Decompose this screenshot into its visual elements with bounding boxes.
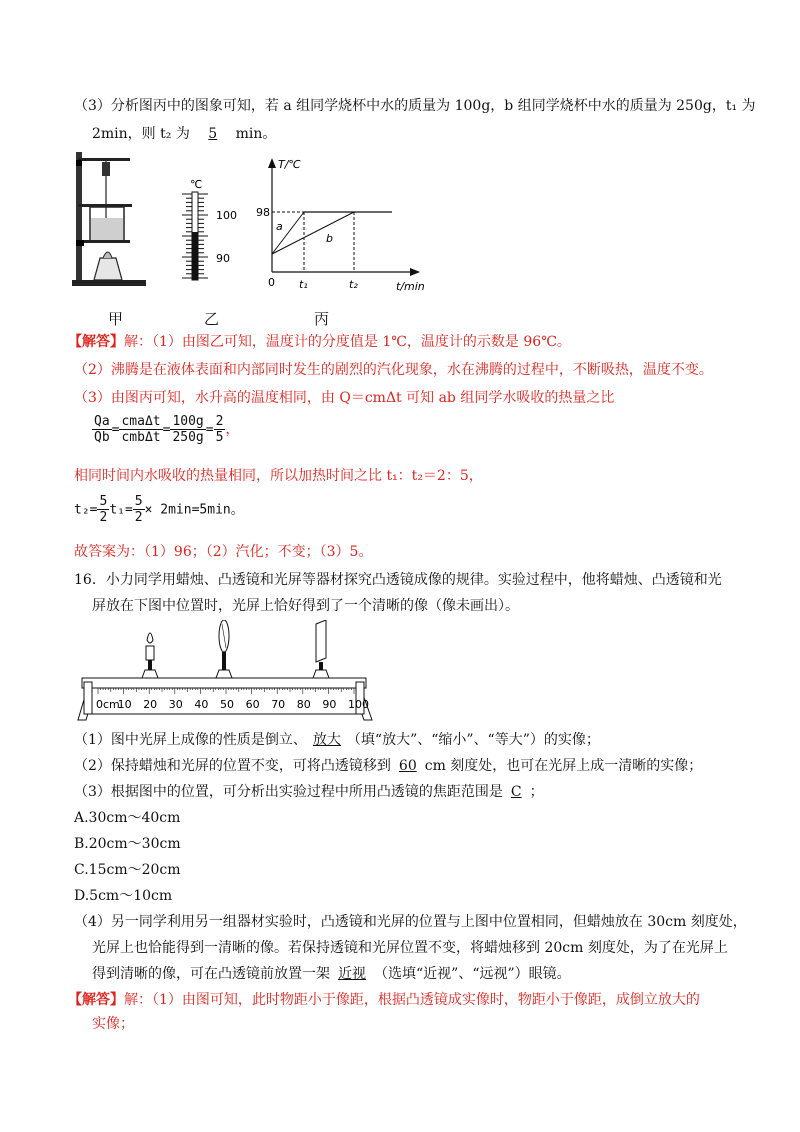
q15-part3-line1: （3）分析图丙中的图象可知，若 a 组同学烧杯中水的质量为 100g，b 组同学烧杯中水的质量为 250g，t₁ 为 xyxy=(74,98,756,114)
q15-solution-line3: （3）由图丙可知，水升高的温度相同，由 Q＝cmΔt 可知 ab 组同学水吸收的热量之比 xyxy=(74,390,615,406)
ruler-label: 30 xyxy=(168,698,183,711)
q16-option-b: B.20cm～30cm xyxy=(74,836,181,852)
q16-part2: （2）保持蜡烛和光屏的位置不变，可将凸透镜移到 60 cm 刻度处，也可在光屏上成一清晰的实像； xyxy=(74,758,703,774)
q15-equation-time: t₂= $\frac{5}{2}$ t₁= $\frac{5}{2}$ × 2min=5min。 xyxy=(74,494,244,525)
q16-option-d: D.5cm～10cm xyxy=(74,888,173,904)
q15-solution-line1: 【解答】解：（1）由图乙可知，温度计的分度值是 1℃，温度计的示数是 96℃。 xyxy=(68,334,571,350)
q16-part4-line3: 得到清晰的像，可在凸透镜前放置一架 近视 （选填“近视”、“远视”）眼镜。 xyxy=(92,966,571,982)
figure-jia-apparatus xyxy=(70,150,150,290)
graph-t1: t₁ xyxy=(299,278,308,291)
figure-label-yi: 乙 xyxy=(204,310,220,328)
q16-part3: （3）根据图中的位置，可分析出实验过程中所用凸透镜的焦距范围是 C ； xyxy=(74,784,544,800)
q15-final-answer: 故答案为：（1）96；（2）汽化；不变；（3）5。 xyxy=(74,544,373,560)
q16-solution-line1: 【解答】解：（1）由图可知，此时物距小于像距，根据凸透镜成实像时，物距小于像距，成倒立放大的 xyxy=(68,992,700,1008)
convex-lens xyxy=(216,620,232,678)
ruler-label: 0cm xyxy=(96,698,120,711)
q16-stem-line1: 16．小力同学用蜡烛、凸透镜和光屏等器材探究凸透镜成像的规律。实验过程中，他将蜡烛、凸透镜和光 xyxy=(74,572,722,588)
graph-line-a-label: a xyxy=(276,220,283,233)
q16-part4-line1: （4）另一同学利用另一组器材实验时，凸透镜和光屏的位置与上图中位置相同，但蜡烛放在 30cm 刻度处， xyxy=(74,914,747,930)
q15-part3-line2: 2min，则 t₂ 为 5 min。 xyxy=(92,126,277,142)
light-screen xyxy=(313,620,329,678)
q16-part4-line2: 光屏上也恰能得到一清晰的像。若保持透镜和光屏位置不变，将蜡烛移到 20cm 刻度处，为了在光屏上 xyxy=(92,940,728,956)
thermometer-tick-100: 100 xyxy=(216,209,237,222)
ruler-label: 40 xyxy=(194,698,209,711)
graph-origin: 0 xyxy=(268,276,275,289)
q16-part1: （1）图中光屏上成像的性质是倒立、 放大 （填“放大”、“缩小”、“等大”）的实像； xyxy=(74,732,600,748)
candle xyxy=(142,633,158,678)
q16-part3-answer: C xyxy=(510,784,522,800)
q16-solution-line2: 实像； xyxy=(92,1016,134,1032)
graph-y-axis-label: T/℃ xyxy=(278,158,301,171)
graph-t2: t₂ xyxy=(349,278,358,291)
figure-label-jia: 甲 xyxy=(108,310,124,328)
graph-x-axis-label: t/min xyxy=(396,280,425,293)
q15-equation-heat-ratio: $\frac{Qa}{Qb}$ = $\frac{\text{cmaΔt}}{\text{cmbΔt}}$ = $\frac{100g}{250g}$ = $\frac{2}{5}$ ， xyxy=(94,414,240,445)
q16-option-a: A.30cm～40cm xyxy=(74,810,181,826)
figure-bing-graph xyxy=(254,154,444,294)
ruler-label: 100 xyxy=(348,698,369,711)
graph-line-b-label: b xyxy=(326,232,333,245)
ruler-label: 60 xyxy=(245,698,260,711)
graph-y-mark-98: 98 xyxy=(256,206,270,219)
ruler-label: 50 xyxy=(220,698,234,711)
q16-part2-answer: 60 xyxy=(398,758,417,774)
figure-yi-thermometer xyxy=(178,176,248,282)
optical-bench-figure xyxy=(70,620,380,724)
thermometer-unit: ℃ xyxy=(190,178,203,191)
ruler-label: 70 xyxy=(271,698,286,711)
q16-part1-answer: 放大 xyxy=(312,732,341,748)
q15-solution-line4: 相同时间内水吸收的热量相同，所以加热时间之比 t₁：t₂＝2：5， xyxy=(74,468,483,484)
ruler-label: 10 xyxy=(117,698,132,711)
q15-part3-answer: 5 xyxy=(208,126,218,142)
ruler-label: 20 xyxy=(143,698,158,711)
q15-solution-line2: （2）沸腾是在液体表面和内部同时发生的剧烈的汽化现象，水在沸腾的过程中，不断吸热，温度不变。 xyxy=(74,362,713,378)
q16-part4-answer: 近视 xyxy=(338,966,366,982)
thermometer-tick-90: 90 xyxy=(216,252,230,265)
figure-label-bing: 丙 xyxy=(314,310,330,328)
ruler-label: 80 xyxy=(296,698,311,711)
q16-stem-line2: 屏放在下图中位置时，光屏上恰好得到了一个清晰的像（像未画出）。 xyxy=(92,598,519,614)
ruler-label: 90 xyxy=(322,698,337,711)
q16-option-c: C.15cm～20cm xyxy=(74,862,181,878)
